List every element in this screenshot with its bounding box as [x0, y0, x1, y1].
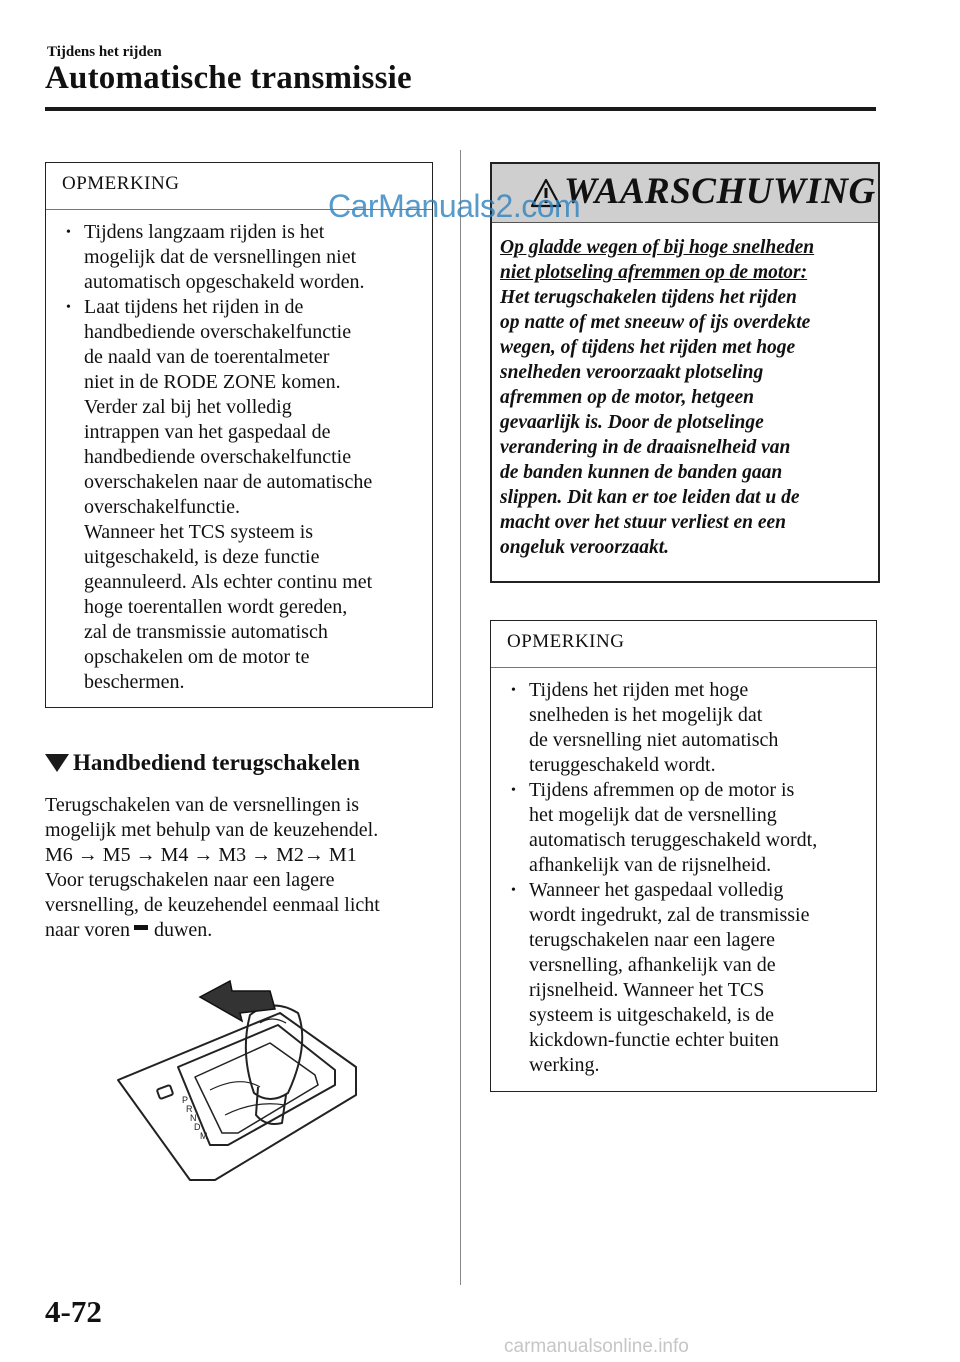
gate-label: N: [190, 1113, 197, 1123]
note-line: snelheden is het mogelijk dat: [529, 704, 763, 726]
warning-line: de banden kunnen de banden gaan: [500, 462, 783, 483]
page-heading: Automatische transmissie: [45, 60, 412, 96]
note-line: handbediende overschakelfunctie: [84, 321, 352, 343]
note-line: wordt ingedrukt, zal de transmissie: [529, 904, 810, 926]
note-item: [491, 678, 862, 778]
section-label: Tijdens het rijden: [47, 44, 162, 60]
warning-line: wegen, of tijdens het rijden met hoge: [500, 337, 796, 358]
warning-line: verandering in de draaisnelheid van: [500, 437, 791, 458]
warning-box: [490, 162, 880, 583]
note-line: werking.: [529, 1054, 600, 1076]
warning-body: [492, 223, 878, 560]
note-line: Tijdens afremmen op de motor is: [529, 779, 795, 801]
note-line: overschakelfunctie.: [84, 496, 241, 518]
warning-line: snelheden veroorzaakt plotseling: [500, 362, 764, 383]
note-line: automatisch teruggeschakeld wordt,: [529, 829, 818, 851]
note-line: Wanneer het TCS systeem is: [84, 521, 314, 543]
subheading: [45, 750, 360, 776]
note-line: de naald van de toerentalmeter: [84, 346, 330, 368]
body-text-before-dash: naar voren: [45, 919, 130, 941]
note-line: Tijdens langzaam rijden is het: [84, 221, 325, 243]
note-item: [491, 878, 862, 1078]
warning-line: gevaarlijk is. Door de plotselinge: [500, 412, 764, 433]
warning-line: op natte of met sneeuw of ijs overdekte: [500, 312, 811, 333]
note-line: uitgeschakeld, is deze functie: [84, 546, 320, 568]
warning-title: WAARSCHUWING: [564, 171, 876, 212]
gate-label: D: [194, 1122, 201, 1132]
note-line: Verder zal bij het volledig: [84, 396, 292, 418]
gear-lever-illustration: [110, 975, 360, 1185]
body-text-after-dash: duwen.: [153, 919, 213, 941]
column-divider: [460, 150, 461, 1285]
watermark-bottom: carmanualsonline.info: [504, 1336, 689, 1357]
note-line: zal de transmissie automatisch: [84, 621, 328, 643]
lever-shaft: [256, 1087, 286, 1124]
note-line: Laat tijdens het rijden in de: [84, 296, 304, 318]
body-line: M6 → M5 → M4 → M3 → M2→ M1: [45, 844, 357, 866]
note-line: rijsnelheid. Wanneer het TCS: [529, 979, 765, 1001]
warning-line: slippen. Dit kan er toe leiden dat u de: [500, 487, 800, 508]
note-line: teruggeschakeld wordt.: [529, 754, 716, 776]
note-line: hoge toerentallen wordt gereden,: [84, 596, 348, 618]
header-rule: [45, 107, 876, 111]
note-line: afhankelijk van de rijsnelheid.: [529, 854, 772, 876]
note-line: systeem is uitgeschakeld, is de: [529, 1004, 774, 1026]
note-line: niet in de RODE ZONE komen.: [84, 371, 341, 393]
body-line: [45, 918, 445, 943]
note-list: [491, 668, 876, 1092]
body-line: versnelling, de keuzehendel eenmaal licht: [45, 894, 380, 916]
note-line: terugschakelen naar een lagere: [529, 929, 775, 951]
note-line: het mogelijk dat de versnelling: [529, 804, 777, 826]
note-line: beschermen.: [84, 671, 185, 693]
page-number: 4-72: [45, 1294, 102, 1329]
note-box-right: [490, 620, 877, 1092]
minus-dash-icon: [134, 925, 148, 930]
note-line: versnelling, afhankelijk van de: [529, 954, 776, 976]
body-line: Voor terugschakelen naar een lagere: [45, 869, 335, 891]
note-line: overschakelen naar de automatische: [84, 471, 373, 493]
note-line: handbediende overschakelfunctie: [84, 446, 352, 468]
note-line: Wanneer het gaspedaal volledig: [529, 879, 784, 901]
note-item: [491, 778, 862, 878]
note-line: Tijdens het rijden met hoge: [529, 679, 749, 701]
note-line: automatisch opgeschakeld worden.: [84, 271, 365, 293]
note-box-left: [45, 162, 433, 708]
body-paragraph: [45, 793, 445, 943]
note-line: mogelijk dat de versnellingen niet: [84, 246, 357, 268]
gate-button: [157, 1085, 174, 1099]
gate-label: M: [200, 1131, 208, 1141]
warning-line: ongeluk veroorzaakt.: [500, 537, 670, 558]
note-item: [46, 295, 418, 695]
note-line: intrappen van het gaspedaal de: [84, 421, 331, 443]
note-line: opschakelen om de motor te: [84, 646, 310, 668]
note-list: [46, 210, 432, 709]
console-outline: [118, 1013, 356, 1180]
gate-label: R: [186, 1104, 193, 1114]
note-title: OPMERKING: [46, 163, 432, 210]
triangle-down-icon: [45, 754, 69, 772]
body-line: Terugschakelen van de versnellingen is: [45, 794, 360, 816]
body-line: mogelijk met behulp van de keuzehendel.: [45, 819, 379, 841]
push-arrow-icon: [200, 981, 275, 1021]
gate-label: P: [182, 1095, 189, 1105]
note-line: kickdown-functie echter buiten: [529, 1029, 779, 1051]
warning-line: Het terugschakelen tijdens het rijden: [500, 287, 797, 308]
warning-lead-line: niet plotseling afremmen op de motor:: [500, 262, 808, 283]
watermark-top: CarManuals2.com: [328, 188, 581, 224]
warning-lead-line: Op gladde wegen of bij hoge snelheden: [500, 237, 815, 258]
warning-line: macht over het stuur verliest en een: [500, 512, 786, 533]
note-item: [46, 220, 418, 295]
note-line: geannuleerd. Als echter continu met: [84, 571, 373, 593]
note-title: OPMERKING: [491, 621, 876, 668]
warning-line: afremmen op de motor, hetgeen: [500, 387, 755, 408]
subheading-text: Handbediend terugschakelen: [73, 750, 360, 775]
note-line: de versnelling niet automatisch: [529, 729, 779, 751]
